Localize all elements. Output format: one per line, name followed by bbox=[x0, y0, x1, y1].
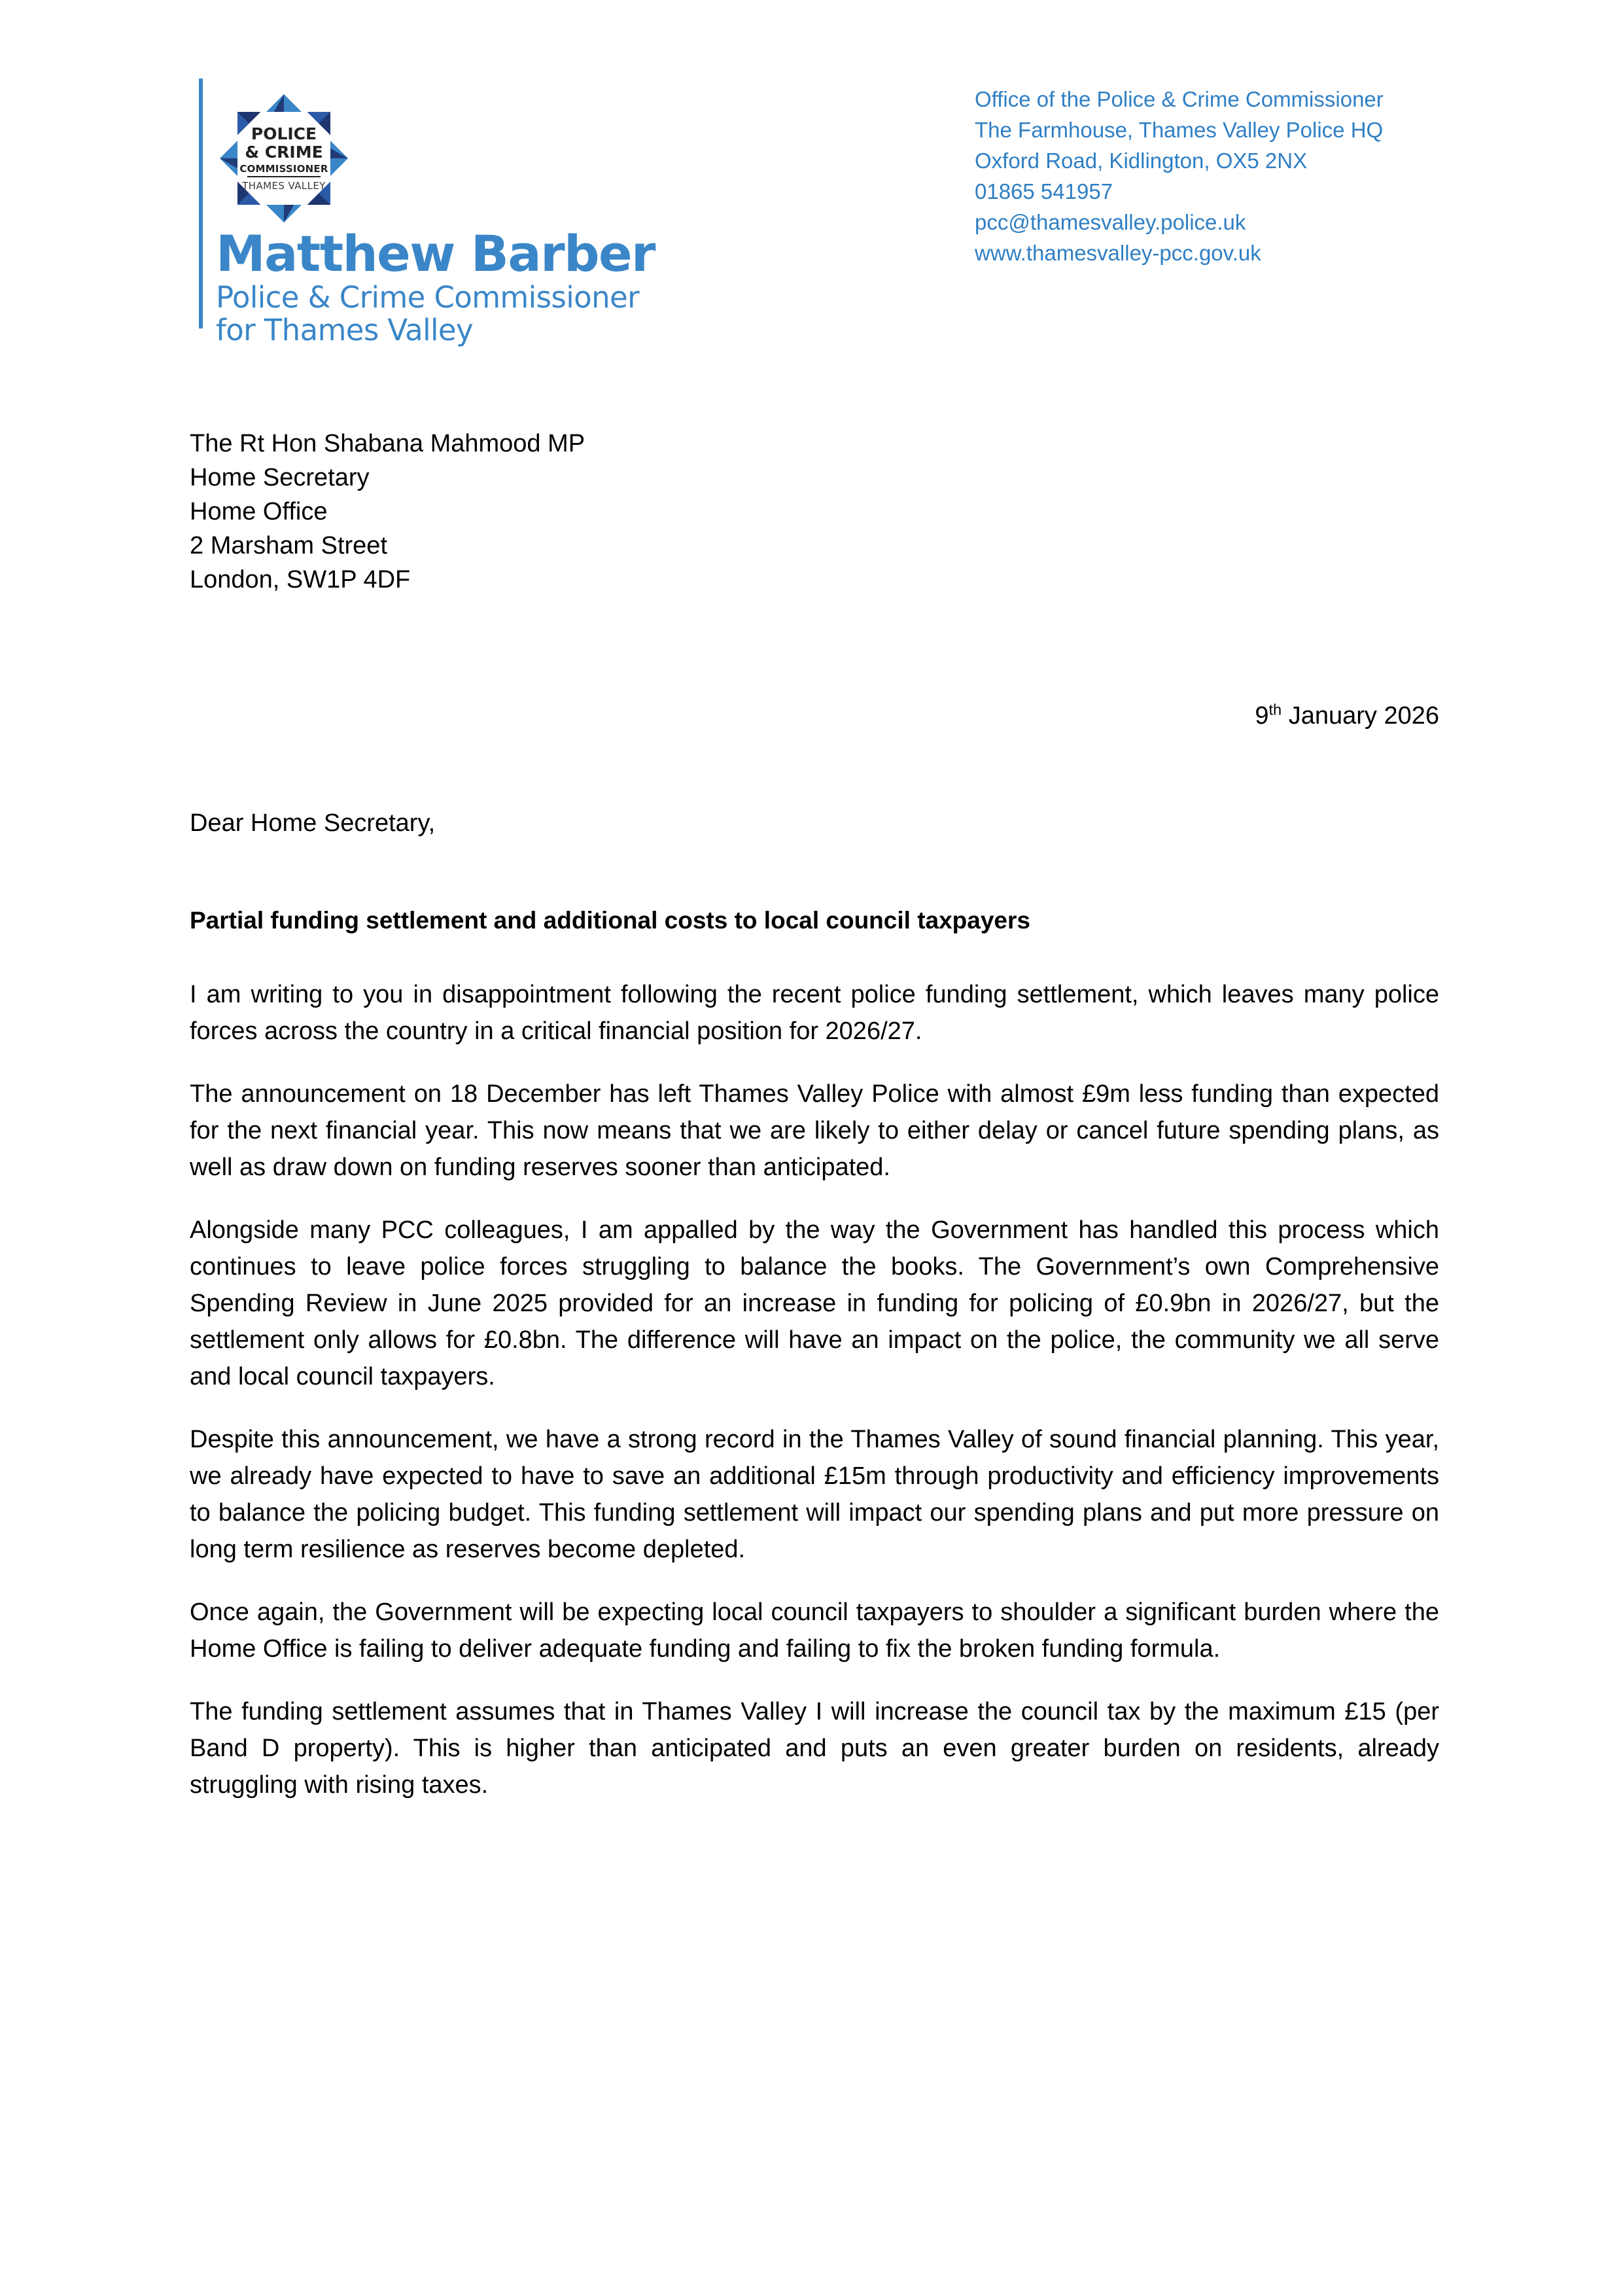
addressee-block bbox=[190, 427, 585, 597]
body-paragraph: Alongside many PCC colleagues, I am appalled by the way the Government has handled this process which continues to leave police forces struggling to balance the books. The Government’s own Comprehensive Spending Review in June 2025 provided for an increase in funding for policing of £0.9bn in 2026/27, but the settlement only allows for £0.8bn. The difference will have an impact on the police, the community we all serve and local council taxpayers. bbox=[190, 1216, 1439, 1390]
date-ordinal-suffix: th bbox=[1268, 701, 1282, 718]
contact-address: Oxford Road, Kidlington, OX5 2NX bbox=[975, 149, 1308, 173]
body-paragraph: The announcement on 18 December has left Thames Valley Police with almost £9m less funding than expected for the next financial year. This now means that we are likely to either delay or cancel future spending plans, as well as draw down on funding reserves sooner than anticipated. bbox=[190, 1080, 1439, 1181]
date-month-year: January 2026 bbox=[1282, 702, 1439, 730]
body-paragraph: Despite this announcement, we have a strong record in the Thames Valley of sound financial planning. This year, we already have expected to have to save an additional £15m through productivity and efficiency improvements to balance the policing budget. This funding settlement will impact our spending plans and put more pressure on long term resilience as reserves become depleted. bbox=[190, 1426, 1439, 1563]
commissioner-role-line-1: Police & Crime Commissioner bbox=[216, 280, 640, 315]
badge-line-2: & CRIME bbox=[245, 143, 323, 162]
body-paragraph: The funding settlement assumes that in Thames Valley I will increase the council tax by the maximum £15 (per Band D property). This is higher than anticipated and puts an even greater burden on residents, already struggling with rising taxes. bbox=[190, 1698, 1439, 1799]
contact-phone[interactable]: 01865 541957 bbox=[975, 179, 1113, 203]
letter-date bbox=[190, 699, 1439, 733]
letter-subject-heading: Partial funding settlement and additional costs to local council taxpayers bbox=[190, 907, 1030, 934]
body-paragraph: Once again, the Government will be expecting local council taxpayers to shoulder a significant burden where the Home Office is failing to deliver adequate funding and failing to fix the broken funding formula. bbox=[190, 1598, 1439, 1663]
salutation: Dear Home Secretary, bbox=[190, 809, 436, 837]
addressee-line-1: The Rt Hon Shabana Mahmood MP bbox=[190, 430, 585, 457]
contact-building: The Farmhouse, Thames Valley Police HQ bbox=[975, 118, 1384, 142]
date-day: 9 bbox=[1255, 702, 1269, 730]
contact-details bbox=[975, 84, 1563, 268]
badge-line-3: COMMISSIONER bbox=[239, 163, 328, 175]
brand-vertical-rule bbox=[199, 79, 203, 328]
commissioner-role-line-2: for Thames Valley bbox=[216, 313, 474, 347]
badge-line-1: POLICE bbox=[251, 124, 317, 143]
brand-block bbox=[190, 72, 687, 347]
addressee-line-4: 2 Marsham Street bbox=[190, 532, 387, 559]
addressee-line-5: London, SW1P 4DF bbox=[190, 566, 411, 593]
letter-body bbox=[190, 976, 1439, 1803]
pcc-crest-icon bbox=[218, 93, 349, 224]
contact-website[interactable]: www.thamesvalley-pcc.gov.uk bbox=[975, 241, 1261, 265]
addressee-line-3: Home Office bbox=[190, 498, 328, 525]
contact-office: Office of the Police & Crime Commissioner bbox=[975, 87, 1384, 111]
addressee-line-2: Home Secretary bbox=[190, 464, 370, 491]
letterhead bbox=[0, 0, 1623, 366]
commissioner-name: Matthew Barber bbox=[216, 224, 655, 283]
badge-line-4: THAMES VALLEY bbox=[242, 180, 326, 192]
contact-email[interactable]: pcc@thamesvalley.police.uk bbox=[975, 210, 1246, 234]
wordmark bbox=[216, 226, 674, 347]
body-paragraph: I am writing to you in disappointment following the recent police funding settlement, which leaves many police forces across the country in a critical financial position for 2026/27. bbox=[190, 981, 1439, 1045]
